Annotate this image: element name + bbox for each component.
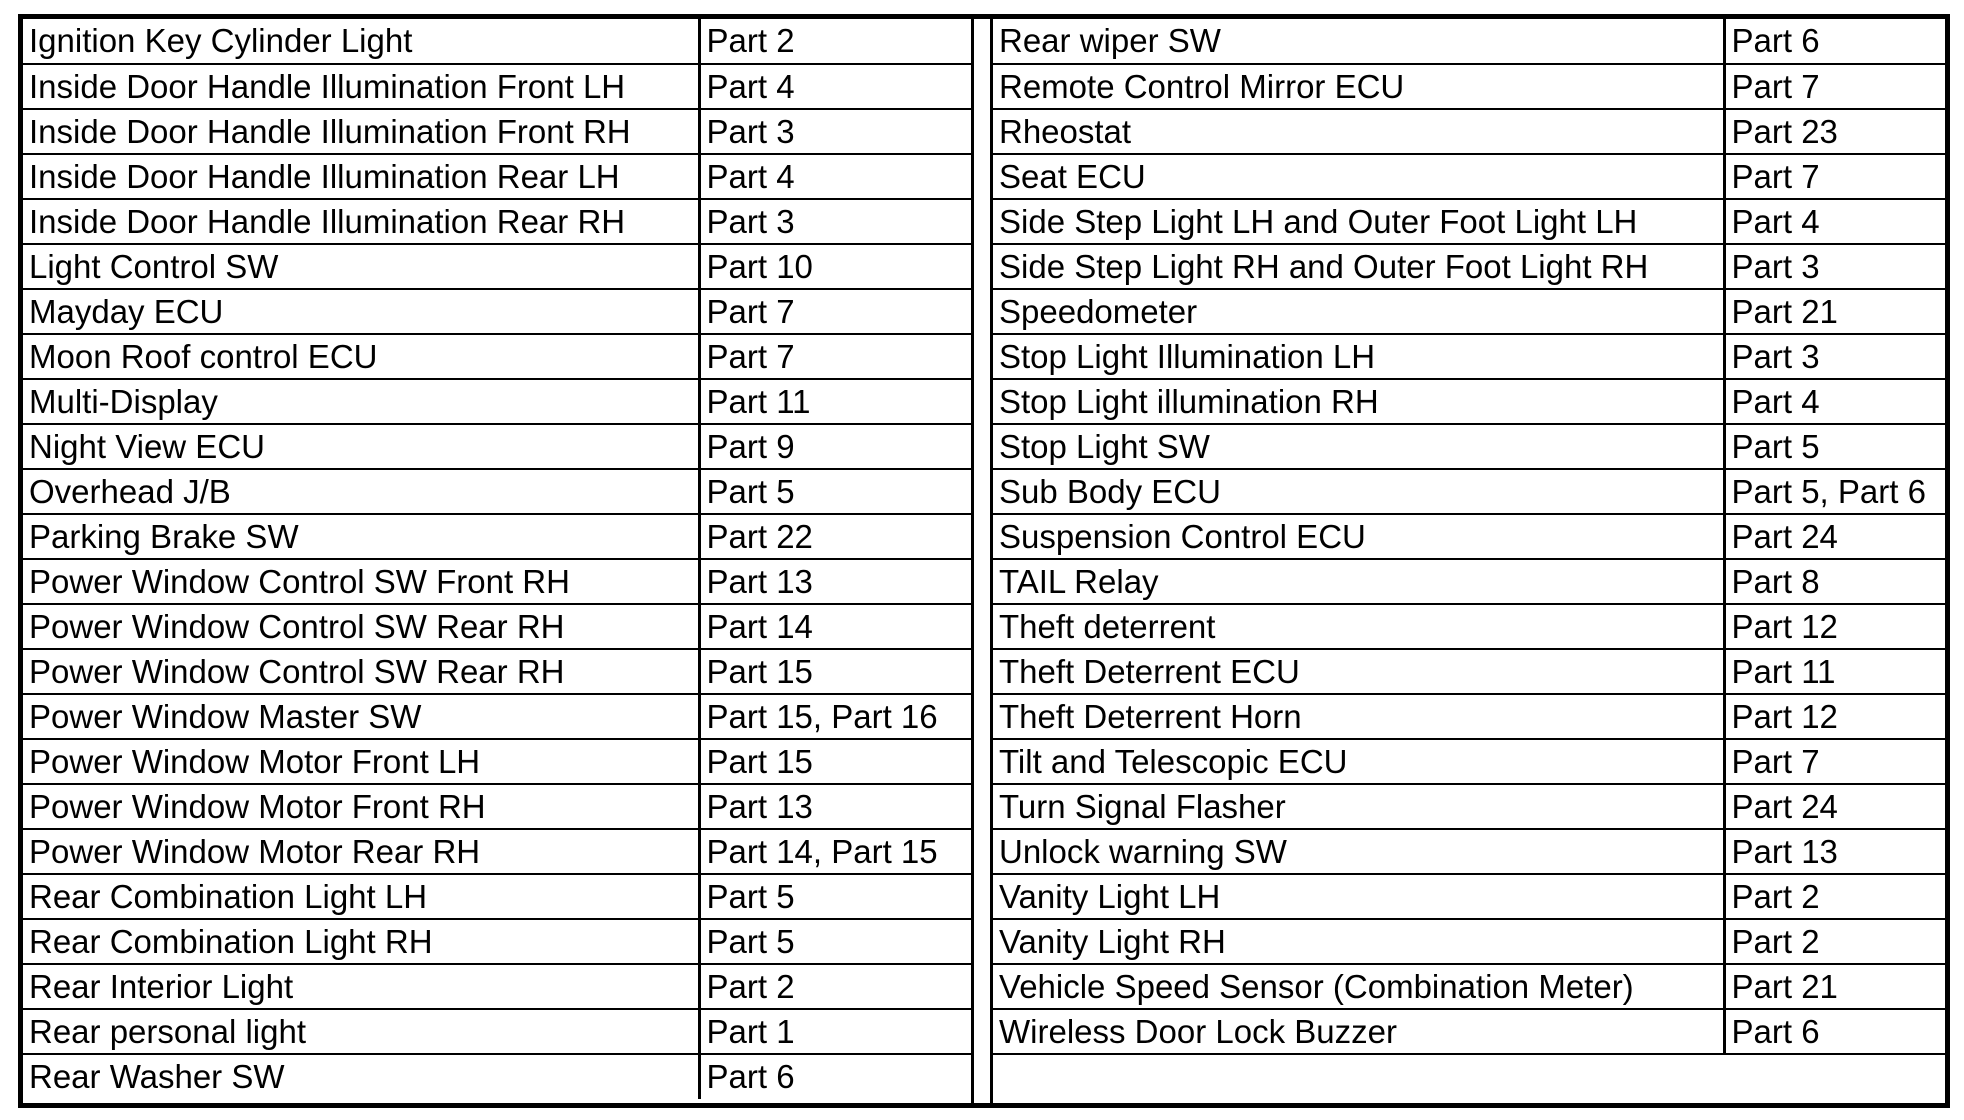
component-name-cell: Unlock warning SW bbox=[993, 829, 1724, 874]
index-row bbox=[23, 469, 971, 514]
component-name-cell: Sub Body ECU bbox=[993, 469, 1724, 514]
index-row bbox=[23, 649, 971, 694]
part-reference-cell: Part 7 bbox=[699, 334, 971, 379]
part-reference-cell: Part 6 bbox=[1724, 1009, 1945, 1054]
part-reference-cell: Part 7 bbox=[1724, 64, 1945, 109]
component-name-cell: Power Window Motor Front LH bbox=[23, 739, 699, 784]
part-reference-cell: Part 5 bbox=[699, 919, 971, 964]
part-reference-cell: Part 21 bbox=[1724, 964, 1945, 1009]
part-reference-cell: Part 11 bbox=[699, 379, 971, 424]
part-reference-cell: Part 3 bbox=[1724, 244, 1945, 289]
component-name-cell: Rear wiper SW bbox=[993, 19, 1724, 64]
part-reference-cell: Part 14 bbox=[699, 604, 971, 649]
component-name-cell: Side Step Light LH and Outer Foot Light LH bbox=[993, 199, 1724, 244]
index-row bbox=[993, 289, 1945, 334]
empty-cell bbox=[993, 1054, 1945, 1099]
component-name-cell: Seat ECU bbox=[993, 154, 1724, 199]
component-name-cell: Rear Combination Light LH bbox=[23, 874, 699, 919]
part-reference-cell: Part 7 bbox=[699, 289, 971, 334]
empty-row bbox=[993, 1054, 1945, 1099]
component-name-cell: Power Window Control SW Front RH bbox=[23, 559, 699, 604]
part-reference-cell: Part 5 bbox=[699, 469, 971, 514]
part-reference-cell: Part 23 bbox=[1724, 109, 1945, 154]
component-name-cell: Light Control SW bbox=[23, 244, 699, 289]
index-row bbox=[993, 109, 1945, 154]
left-index-column bbox=[23, 19, 971, 1099]
part-reference-cell: Part 2 bbox=[699, 964, 971, 1009]
column-divider bbox=[971, 19, 993, 1103]
index-row bbox=[993, 379, 1945, 424]
part-reference-cell: Part 3 bbox=[1724, 334, 1945, 379]
component-name-cell: Vanity Light RH bbox=[993, 919, 1724, 964]
part-reference-cell: Part 14, Part 15 bbox=[699, 829, 971, 874]
part-reference-cell: Part 8 bbox=[1724, 559, 1945, 604]
index-row bbox=[23, 604, 971, 649]
index-row bbox=[993, 154, 1945, 199]
part-reference-cell: Part 15 bbox=[699, 739, 971, 784]
component-name-cell: Parking Brake SW bbox=[23, 514, 699, 559]
part-reference-cell: Part 1 bbox=[699, 1009, 971, 1054]
component-name-cell: Suspension Control ECU bbox=[993, 514, 1724, 559]
part-reference-cell: Part 2 bbox=[1724, 874, 1945, 919]
component-name-cell: Vanity Light LH bbox=[993, 874, 1724, 919]
part-reference-cell: Part 6 bbox=[699, 1054, 971, 1099]
index-row bbox=[23, 64, 971, 109]
index-row bbox=[23, 514, 971, 559]
part-reference-cell: Part 24 bbox=[1724, 784, 1945, 829]
right-index-column bbox=[993, 19, 1945, 1099]
component-name-cell: Inside Door Handle Illumination Front LH bbox=[23, 64, 699, 109]
component-name-cell: Tilt and Telescopic ECU bbox=[993, 739, 1724, 784]
index-row bbox=[23, 1009, 971, 1054]
index-row bbox=[23, 1054, 971, 1099]
index-row bbox=[993, 514, 1945, 559]
index-row bbox=[23, 694, 971, 739]
part-reference-cell: Part 15 bbox=[699, 649, 971, 694]
component-name-cell: Inside Door Handle Illumination Rear RH bbox=[23, 199, 699, 244]
part-reference-cell: Part 21 bbox=[1724, 289, 1945, 334]
index-row bbox=[993, 694, 1945, 739]
part-reference-cell: Part 7 bbox=[1724, 154, 1945, 199]
index-row bbox=[993, 649, 1945, 694]
index-row bbox=[23, 874, 971, 919]
index-row bbox=[23, 154, 971, 199]
part-reference-cell: Part 13 bbox=[699, 559, 971, 604]
component-name-cell: Theft deterrent bbox=[993, 604, 1724, 649]
index-row bbox=[993, 919, 1945, 964]
part-reference-cell: Part 4 bbox=[1724, 379, 1945, 424]
component-name-cell: Rear Washer SW bbox=[29, 1058, 285, 1095]
index-row bbox=[23, 424, 971, 469]
part-reference-cell: Part 6 bbox=[1724, 19, 1945, 64]
component-name-cell: Remote Control Mirror ECU bbox=[993, 64, 1724, 109]
index-row bbox=[993, 604, 1945, 649]
part-reference-cell: Part 10 bbox=[699, 244, 971, 289]
index-row bbox=[23, 559, 971, 604]
part-reference-cell: Part 13 bbox=[1724, 829, 1945, 874]
part-reference-cell: Part 4 bbox=[699, 64, 971, 109]
index-row bbox=[23, 964, 971, 1009]
component-name-cell: Side Step Light RH and Outer Foot Light RH bbox=[993, 244, 1724, 289]
component-name-cell: Vehicle Speed Sensor (Combination Meter) bbox=[993, 964, 1724, 1009]
component-name-cell: Turn Signal Flasher bbox=[993, 784, 1724, 829]
index-row bbox=[23, 19, 971, 64]
component-name-cell: Speedometer bbox=[993, 289, 1724, 334]
part-reference-cell: Part 3 bbox=[699, 109, 971, 154]
part-reference-cell: Part 9 bbox=[699, 424, 971, 469]
index-row bbox=[993, 64, 1945, 109]
index-row bbox=[993, 469, 1945, 514]
component-name-cell: Rear personal light bbox=[23, 1009, 699, 1054]
component-name-cell: Power Window Motor Front RH bbox=[23, 784, 699, 829]
part-reference-cell: Part 5 bbox=[1724, 424, 1945, 469]
component-name-cell: Moon Roof control ECU bbox=[23, 334, 699, 379]
part-reference-cell: Part 3 bbox=[699, 199, 971, 244]
index-row bbox=[993, 784, 1945, 829]
index-row bbox=[23, 334, 971, 379]
part-reference-cell: Part 12 bbox=[1724, 694, 1945, 739]
part-reference-cell: Part 2 bbox=[1724, 919, 1945, 964]
component-name-cell: Power Window Control SW Rear RH bbox=[23, 649, 699, 694]
part-reference-cell: Part 5, Part 6 bbox=[1724, 469, 1945, 514]
index-row bbox=[993, 244, 1945, 289]
right-index-body bbox=[993, 19, 1945, 1099]
part-reference-cell: Part 11 bbox=[1724, 649, 1945, 694]
index-row bbox=[23, 289, 971, 334]
component-name-cell: Power Window Motor Rear RH bbox=[23, 829, 699, 874]
part-reference-cell: Part 22 bbox=[699, 514, 971, 559]
component-name-cell: Inside Door Handle Illumination Front RH bbox=[23, 109, 699, 154]
index-row bbox=[993, 739, 1945, 784]
index-row bbox=[993, 874, 1945, 919]
part-reference-cell: Part 12 bbox=[1724, 604, 1945, 649]
index-row bbox=[23, 784, 971, 829]
component-name-cell: Theft Deterrent Horn bbox=[993, 694, 1724, 739]
index-row bbox=[993, 199, 1945, 244]
component-name-cell: Wireless Door Lock Buzzer bbox=[993, 1009, 1724, 1054]
index-row bbox=[23, 244, 971, 289]
component-name-cell: Rear Combination Light RH bbox=[23, 919, 699, 964]
component-name-cell: Power Window Control SW Rear RH bbox=[23, 604, 699, 649]
part-reference-cell: Part 5 bbox=[699, 874, 971, 919]
component-name-cell: Stop Light illumination RH bbox=[993, 379, 1724, 424]
part-reference-cell: Part 4 bbox=[699, 154, 971, 199]
part-reference-cell: Part 7 bbox=[1724, 739, 1945, 784]
component-name-cell: Inside Door Handle Illumination Rear LH bbox=[23, 154, 699, 199]
component-name-cell: Stop Light Illumination LH bbox=[993, 334, 1724, 379]
component-name-cell: Multi-Display bbox=[23, 379, 699, 424]
component-name-cell: Night View ECU bbox=[23, 424, 699, 469]
component-name-cell: Rear Interior Light bbox=[23, 964, 699, 1009]
component-name-cell: TAIL Relay bbox=[993, 559, 1724, 604]
component-name-cell: Ignition Key Cylinder Light bbox=[23, 19, 699, 64]
index-row bbox=[993, 19, 1945, 64]
component-name-cell: Power Window Master SW bbox=[23, 694, 699, 739]
index-row bbox=[993, 334, 1945, 379]
part-reference-cell: Part 4 bbox=[1724, 199, 1945, 244]
index-row bbox=[23, 919, 971, 964]
component-index-table bbox=[18, 14, 1950, 1108]
index-row bbox=[23, 199, 971, 244]
component-name-cell: Mayday ECU bbox=[23, 289, 699, 334]
index-row bbox=[993, 424, 1945, 469]
component-name-cell: Theft Deterrent ECU bbox=[993, 649, 1724, 694]
component-name-cell: Rheostat bbox=[993, 109, 1724, 154]
left-index-body bbox=[23, 19, 971, 1099]
part-reference-cell: Part 13 bbox=[699, 784, 971, 829]
index-row bbox=[23, 829, 971, 874]
index-row bbox=[23, 109, 971, 154]
component-name-cell: Overhead J/B bbox=[23, 469, 699, 514]
index-row bbox=[23, 379, 971, 424]
index-row bbox=[993, 829, 1945, 874]
index-row bbox=[993, 559, 1945, 604]
index-row bbox=[993, 1009, 1945, 1054]
index-row bbox=[23, 739, 971, 784]
part-reference-cell: Part 2 bbox=[699, 19, 971, 64]
part-reference-cell: Part 15, Part 16 bbox=[699, 694, 971, 739]
index-row bbox=[993, 964, 1945, 1009]
part-reference-cell: Part 24 bbox=[1724, 514, 1945, 559]
component-name-cell: Stop Light SW bbox=[993, 424, 1724, 469]
